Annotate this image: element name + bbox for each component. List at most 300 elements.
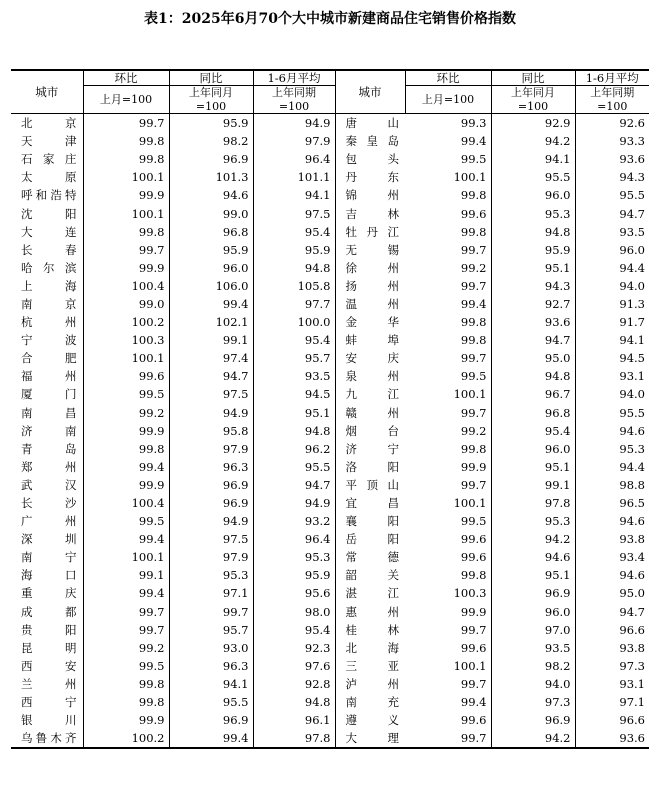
mom-cell: 99.9 [405, 458, 491, 476]
header-avg-sub-1: 上年同期 [253, 86, 335, 100]
table-row [11, 331, 649, 349]
avg-cell: 93.2 [253, 512, 335, 530]
avg-cell: 96.4 [253, 150, 335, 168]
city-cell: 乌鲁木齐 [11, 729, 83, 748]
mom-cell: 99.2 [405, 259, 491, 277]
city-cell: 烟台 [335, 422, 405, 440]
yoy-cell: 94.2 [491, 530, 575, 548]
mom-cell: 100.1 [83, 349, 169, 367]
city-cell: 青岛 [11, 440, 83, 458]
mom-cell: 99.5 [405, 150, 491, 168]
mom-cell: 99.6 [405, 530, 491, 548]
city-cell: 金华 [335, 313, 405, 331]
avg-cell: 94.0 [619, 278, 645, 293]
yoy-cell: 97.9 [169, 548, 253, 566]
yoy-cell: 94.6 [169, 186, 253, 204]
mom-cell: 99.9 [83, 476, 169, 494]
avg-cell: 94.6 [619, 423, 645, 438]
yoy-cell: 99.4 [169, 729, 253, 748]
mom-cell: 100.1 [405, 168, 491, 186]
city-cell: 杭州 [11, 313, 83, 331]
yoy-cell: 95.3 [491, 512, 575, 530]
header-mom-right: 环比 [405, 70, 491, 86]
city-cell: 扬州 [335, 277, 405, 295]
table-row [11, 476, 649, 494]
mom-cell: 99.0 [83, 295, 169, 313]
yoy-cell: 95.9 [169, 241, 253, 259]
city-cell: 北京 [11, 114, 83, 133]
city-cell: 襄阳 [335, 512, 405, 530]
mom-cell: 99.2 [83, 639, 169, 657]
mom-cell: 99.7 [83, 241, 169, 259]
table-row [11, 512, 649, 530]
city-cell: 太原 [11, 168, 83, 186]
mom-cell: 99.7 [405, 241, 491, 259]
avg-cell: 91.3 [619, 296, 645, 311]
avg-cell: 94.9 [253, 494, 335, 512]
city-cell: 九江 [335, 385, 405, 403]
mom-cell: 99.6 [405, 548, 491, 566]
city-cell: 石家庄 [11, 150, 83, 168]
mom-cell: 99.9 [83, 259, 169, 277]
mom-cell: 99.4 [405, 693, 491, 711]
city-cell: 洛阳 [335, 458, 405, 476]
mom-cell: 99.6 [405, 711, 491, 729]
yoy-cell: 94.1 [169, 675, 253, 693]
avg-cell: 95.4 [253, 223, 335, 241]
city-cell: 温州 [335, 295, 405, 313]
table-row [11, 367, 649, 385]
yoy-cell: 95.7 [169, 621, 253, 639]
city-cell: 深圳 [11, 530, 83, 548]
header-city: 城市 [11, 70, 83, 114]
avg-cell: 94.3 [619, 170, 645, 185]
city-cell: 上海 [11, 277, 83, 295]
table-row [11, 458, 649, 476]
city-cell: 济南 [11, 422, 83, 440]
yoy-cell: 97.9 [169, 440, 253, 458]
yoy-cell: 94.8 [491, 223, 575, 241]
avg-cell: 97.7 [253, 295, 335, 313]
avg-cell: 97.6 [253, 657, 335, 675]
yoy-cell: 92.9 [491, 114, 575, 133]
city-cell: 合肥 [11, 349, 83, 367]
yoy-cell: 95.9 [169, 114, 253, 133]
mom-cell: 99.7 [405, 349, 491, 367]
table-row [11, 693, 649, 711]
city-cell: 长春 [11, 241, 83, 259]
avg-cell: 96.0 [619, 242, 645, 257]
yoy-cell: 96.9 [169, 150, 253, 168]
avg-cell: 93.5 [619, 224, 645, 239]
table-row [11, 349, 649, 367]
yoy-cell: 98.2 [491, 657, 575, 675]
yoy-cell: 95.5 [169, 693, 253, 711]
yoy-cell: 93.5 [491, 639, 575, 657]
table-row [11, 295, 649, 313]
table-row [11, 313, 649, 331]
mom-cell: 99.8 [83, 693, 169, 711]
city-cell: 岳阳 [335, 530, 405, 548]
yoy-cell: 94.1 [491, 150, 575, 168]
avg-cell: 97.9 [253, 132, 335, 150]
mom-cell: 99.4 [83, 584, 169, 602]
avg-cell: 93.8 [619, 640, 645, 655]
yoy-cell: 96.9 [169, 711, 253, 729]
city-cell: 呼和浩特 [11, 186, 83, 204]
city-cell: 银川 [11, 711, 83, 729]
table-row [11, 422, 649, 440]
avg-cell: 94.9 [253, 114, 335, 133]
mom-cell: 99.8 [83, 440, 169, 458]
yoy-cell: 99.7 [169, 603, 253, 621]
avg-cell: 95.6 [253, 584, 335, 602]
city-cell: 西宁 [11, 693, 83, 711]
avg-cell: 96.2 [253, 440, 335, 458]
table-row [11, 530, 649, 548]
city-cell: 大连 [11, 223, 83, 241]
avg-cell: 100.0 [253, 313, 335, 331]
avg-cell: 95.7 [253, 349, 335, 367]
city-cell: 西安 [11, 657, 83, 675]
mom-cell: 99.5 [83, 512, 169, 530]
yoy-cell: 92.7 [491, 295, 575, 313]
yoy-cell: 95.0 [491, 349, 575, 367]
yoy-cell: 97.1 [169, 584, 253, 602]
city-cell: 南充 [335, 693, 405, 711]
avg-cell: 91.7 [619, 315, 645, 330]
yoy-cell: 96.8 [491, 404, 575, 422]
mom-cell: 100.3 [83, 331, 169, 349]
city-cell: 北海 [335, 639, 405, 657]
avg-cell: 94.1 [619, 333, 645, 348]
yoy-cell: 93.6 [491, 313, 575, 331]
header-yoy-right: 同比 [491, 70, 575, 86]
avg-cell: 95.3 [253, 548, 335, 566]
yoy-cell: 95.4 [491, 422, 575, 440]
avg-cell: 101.1 [253, 168, 335, 186]
table-row [11, 657, 649, 675]
mom-cell: 99.9 [83, 186, 169, 204]
avg-cell: 95.5 [253, 458, 335, 476]
avg-cell: 94.6 [619, 568, 645, 583]
city-cell: 蚌埠 [335, 331, 405, 349]
avg-cell: 93.4 [619, 550, 645, 565]
mom-cell: 99.6 [405, 204, 491, 222]
city-cell: 重庆 [11, 584, 83, 602]
mom-cell: 100.3 [405, 584, 491, 602]
city-cell: 福州 [11, 367, 83, 385]
mom-cell: 99.4 [83, 458, 169, 476]
avg-cell: 94.4 [619, 459, 645, 474]
yoy-cell: 98.2 [169, 132, 253, 150]
avg-cell: 97.8 [253, 729, 335, 748]
yoy-cell: 97.5 [169, 385, 253, 403]
city-cell: 包头 [335, 150, 405, 168]
city-cell: 湛江 [335, 584, 405, 602]
mom-cell: 99.8 [83, 150, 169, 168]
city-cell: 泸州 [335, 675, 405, 693]
mom-cell: 99.5 [83, 385, 169, 403]
city-cell: 沈阳 [11, 204, 83, 222]
yoy-cell: 95.5 [491, 168, 575, 186]
table-row [11, 404, 649, 422]
city-cell: 锦州 [335, 186, 405, 204]
mom-cell: 99.8 [83, 223, 169, 241]
mom-cell: 100.1 [83, 204, 169, 222]
avg-cell: 95.5 [619, 405, 645, 420]
mom-cell: 99.9 [83, 711, 169, 729]
mom-cell: 99.6 [83, 367, 169, 385]
avg-cell: 93.5 [253, 367, 335, 385]
yoy-cell: 94.8 [491, 367, 575, 385]
yoy-cell: 97.8 [491, 494, 575, 512]
yoy-cell: 94.2 [491, 729, 575, 748]
mom-cell: 99.1 [83, 566, 169, 584]
mom-cell: 99.8 [405, 331, 491, 349]
yoy-cell: 102.1 [169, 313, 253, 331]
city-cell: 遵义 [335, 711, 405, 729]
mom-cell: 99.4 [405, 295, 491, 313]
yoy-cell: 99.4 [169, 295, 253, 313]
mom-cell: 99.9 [83, 422, 169, 440]
table-row [11, 584, 649, 602]
avg-cell: 94.4 [619, 260, 645, 275]
table-row [11, 241, 649, 259]
avg-cell: 94.7 [619, 604, 645, 619]
header-mom-sub-right: 上月=100 [405, 86, 491, 114]
yoy-cell: 94.2 [491, 132, 575, 150]
mom-cell: 99.7 [83, 603, 169, 621]
mom-cell: 100.2 [83, 729, 169, 748]
yoy-cell: 97.5 [169, 530, 253, 548]
header-yoy-sub-1: 上年同月 [169, 86, 253, 100]
city-cell: 韶关 [335, 566, 405, 584]
yoy-cell: 94.7 [169, 367, 253, 385]
yoy-cell: 101.3 [169, 168, 253, 186]
yoy-cell: 93.0 [169, 639, 253, 657]
city-cell: 武汉 [11, 476, 83, 494]
table-row [11, 223, 649, 241]
mom-cell: 100.4 [83, 494, 169, 512]
avg-cell: 94.1 [253, 186, 335, 204]
avg-cell: 95.3 [619, 441, 645, 456]
avg-cell: 94.7 [619, 206, 645, 221]
mom-cell: 99.7 [405, 404, 491, 422]
yoy-cell: 95.3 [169, 566, 253, 584]
city-cell: 秦皇岛 [335, 132, 405, 150]
mom-cell: 99.8 [83, 132, 169, 150]
avg-cell: 95.1 [253, 404, 335, 422]
table-row [11, 168, 649, 186]
avg-cell: 92.3 [253, 639, 335, 657]
city-cell: 兰州 [11, 675, 83, 693]
mom-cell: 99.7 [405, 277, 491, 295]
table-row [11, 621, 649, 639]
city-cell: 海口 [11, 566, 83, 584]
mom-cell: 99.7 [405, 675, 491, 693]
avg-cell: 98.0 [253, 603, 335, 621]
mom-cell: 100.1 [405, 657, 491, 675]
avg-cell: 96.6 [619, 622, 645, 637]
table-row [11, 639, 649, 657]
avg-cell: 94.6 [619, 514, 645, 529]
city-cell: 大理 [335, 729, 405, 748]
mom-cell: 100.1 [83, 548, 169, 566]
mom-cell: 99.7 [405, 476, 491, 494]
avg-cell: 97.5 [253, 204, 335, 222]
mom-cell: 99.7 [405, 729, 491, 748]
yoy-cell: 96.3 [169, 657, 253, 675]
city-cell: 昆明 [11, 639, 83, 657]
avg-cell: 93.8 [619, 532, 645, 547]
avg-cell: 93.1 [619, 369, 645, 384]
city-cell: 贵阳 [11, 621, 83, 639]
avg-cell: 94.8 [253, 422, 335, 440]
avg-cell: 93.1 [619, 676, 645, 691]
table-row [11, 566, 649, 584]
avg-cell: 96.1 [253, 711, 335, 729]
yoy-cell: 95.1 [491, 259, 575, 277]
yoy-cell: 96.0 [169, 259, 253, 277]
city-cell: 哈尔滨 [11, 259, 83, 277]
city-cell: 徐州 [335, 259, 405, 277]
mom-cell: 99.8 [405, 186, 491, 204]
yoy-cell: 97.0 [491, 621, 575, 639]
mom-cell: 100.1 [405, 494, 491, 512]
avg-cell: 94.7 [253, 476, 335, 494]
mom-cell: 99.7 [83, 114, 169, 133]
avg-cell: 96.4 [253, 530, 335, 548]
city-cell: 广州 [11, 512, 83, 530]
mom-cell: 99.8 [405, 440, 491, 458]
table-row [11, 711, 649, 729]
table-row [11, 494, 649, 512]
city-cell: 三亚 [335, 657, 405, 675]
mom-cell: 99.2 [405, 422, 491, 440]
table-row [11, 675, 649, 693]
avg-cell: 93.6 [619, 152, 645, 167]
header-yoy-sub-2-right: =100 [491, 100, 575, 114]
avg-cell: 93.3 [619, 134, 645, 149]
city-cell: 赣州 [335, 404, 405, 422]
mom-cell: 99.7 [83, 621, 169, 639]
avg-cell: 97.1 [619, 695, 645, 710]
city-cell: 济宁 [335, 440, 405, 458]
avg-cell: 95.4 [253, 331, 335, 349]
header-avg-right: 1-6月平均 [575, 70, 649, 86]
mom-cell: 99.7 [405, 621, 491, 639]
mom-cell: 99.4 [405, 132, 491, 150]
avg-cell: 92.6 [619, 116, 645, 131]
mom-cell: 100.1 [83, 168, 169, 186]
header-yoy: 同比 [169, 70, 253, 86]
header-city-right: 城市 [335, 70, 405, 114]
mom-cell: 99.8 [405, 313, 491, 331]
table-row [11, 729, 649, 748]
mom-cell: 99.8 [405, 566, 491, 584]
avg-cell: 94.8 [253, 259, 335, 277]
yoy-cell: 95.1 [491, 566, 575, 584]
header-avg-sub-1-right: 上年同期 [575, 86, 649, 100]
avg-cell: 94.5 [253, 385, 335, 403]
city-cell: 桂林 [335, 621, 405, 639]
city-cell: 宁波 [11, 331, 83, 349]
price-index-table [11, 69, 649, 749]
yoy-cell: 96.9 [169, 494, 253, 512]
city-cell: 泉州 [335, 367, 405, 385]
yoy-cell: 96.7 [491, 385, 575, 403]
city-cell: 南昌 [11, 404, 83, 422]
header-avg-sub-2: =100 [253, 100, 335, 114]
avg-cell: 95.0 [619, 586, 645, 601]
city-cell: 惠州 [335, 603, 405, 621]
mom-cell: 99.2 [83, 404, 169, 422]
avg-cell: 94.0 [619, 387, 645, 402]
yoy-cell: 95.1 [491, 458, 575, 476]
avg-cell: 95.9 [253, 566, 335, 584]
avg-cell: 92.8 [253, 675, 335, 693]
mom-cell: 99.9 [405, 603, 491, 621]
yoy-cell: 94.6 [491, 548, 575, 566]
table-row [11, 114, 649, 133]
yoy-cell: 94.0 [491, 675, 575, 693]
mom-cell: 99.5 [83, 657, 169, 675]
city-cell: 牡丹江 [335, 223, 405, 241]
header-yoy-sub-2: =100 [169, 100, 253, 114]
table-row [11, 186, 649, 204]
city-cell: 厦门 [11, 385, 83, 403]
mom-cell: 100.4 [83, 277, 169, 295]
header-mom: 环比 [83, 70, 169, 86]
table-row [11, 603, 649, 621]
city-cell: 郑州 [11, 458, 83, 476]
yoy-cell: 99.1 [169, 331, 253, 349]
avg-cell: 93.6 [575, 729, 649, 748]
header-avg: 1-6月平均 [253, 70, 335, 86]
avg-cell: 96.5 [619, 496, 645, 511]
yoy-cell: 96.0 [491, 603, 575, 621]
city-cell: 唐山 [335, 114, 405, 133]
yoy-cell: 99.0 [169, 204, 253, 222]
table-row [11, 204, 649, 222]
city-cell: 成都 [11, 603, 83, 621]
city-cell: 无锡 [335, 241, 405, 259]
yoy-cell: 95.9 [491, 241, 575, 259]
mom-cell: 99.6 [405, 639, 491, 657]
avg-cell: 97.3 [619, 658, 645, 673]
mom-cell: 99.5 [405, 367, 491, 385]
yoy-cell: 96.9 [491, 584, 575, 602]
yoy-cell: 97.3 [491, 693, 575, 711]
table-row [11, 132, 649, 150]
yoy-cell: 96.9 [169, 476, 253, 494]
header-avg-sub-2-right: =100 [575, 100, 649, 114]
yoy-cell: 94.9 [169, 512, 253, 530]
yoy-cell: 96.3 [169, 458, 253, 476]
city-cell: 南京 [11, 295, 83, 313]
header-mom-sub: 上月=100 [83, 86, 169, 114]
city-cell: 吉林 [335, 204, 405, 222]
city-cell: 南宁 [11, 548, 83, 566]
yoy-cell: 96.0 [491, 186, 575, 204]
city-cell: 平顶山 [335, 476, 405, 494]
mom-cell: 99.5 [405, 512, 491, 530]
avg-cell: 94.5 [619, 351, 645, 366]
table-row [11, 385, 649, 403]
avg-cell: 95.5 [619, 188, 645, 203]
avg-cell: 95.4 [253, 621, 335, 639]
